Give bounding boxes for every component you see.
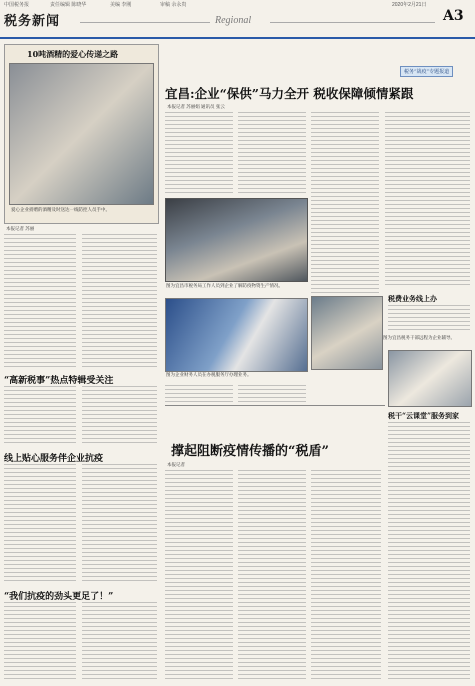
photo-feature-box xyxy=(4,44,159,224)
bottom-byline: 本报记者 xyxy=(167,462,185,467)
editor: 责任编辑 陈晓华 xyxy=(50,2,87,8)
text-column xyxy=(311,470,381,682)
section-title: 税务新闻 xyxy=(4,14,61,29)
special-report-tag: 税务“战疫”专题报道 xyxy=(400,66,453,77)
text-column xyxy=(82,464,157,584)
decor-rule-right xyxy=(270,22,435,23)
photo-feature-title: 10吨酒精的爱心传递之路 xyxy=(27,49,119,59)
text-column xyxy=(388,305,470,333)
text-column xyxy=(238,112,306,194)
main-byline: 本报记者 苏丽娟 通讯员 张云 xyxy=(167,104,225,109)
right-headline-b: 税干“云课堂”服务到家 xyxy=(388,411,460,420)
issue-date: 2020年2月21日 xyxy=(392,2,427,8)
text-column xyxy=(4,602,76,682)
text-column xyxy=(4,386,76,446)
main-photo3-caption: 图为宜昌税务干部远程为企业辅导。 xyxy=(383,335,455,340)
feature-photo-caption: 爱心企业捐赠的酒精及时送达一线防控人员手中。 xyxy=(11,207,110,212)
text-column xyxy=(82,386,157,446)
text-column xyxy=(4,464,76,584)
main-photo-remote xyxy=(311,296,383,370)
text-column xyxy=(238,470,306,682)
section-english: Regional xyxy=(215,15,252,26)
text-column xyxy=(388,422,470,682)
headline-gaoxin: “高新税事”热点特辑受关注 xyxy=(4,376,114,386)
feature-byline: 本报记者 苏丽 xyxy=(6,226,35,231)
text-column xyxy=(82,602,157,682)
designer: 美编 李刚 xyxy=(110,2,132,8)
main-photo-factory xyxy=(165,198,308,282)
text-column xyxy=(238,385,306,403)
right-headline-a: 税费业务线上办 xyxy=(388,294,437,303)
divider xyxy=(165,405,385,406)
right-photo xyxy=(388,350,472,407)
text-column xyxy=(165,385,233,403)
headline-online-service: 线上贴心服务伴企业抗疫 xyxy=(4,454,104,464)
reviewer: 审稿 余永贵 xyxy=(160,2,187,8)
main-photo1-caption: 图为宜昌市税务局工作人员到企业了解防疫物资生产情况。 xyxy=(166,283,283,288)
bottom-headline: 撑起阻断疫情传播的“税盾” xyxy=(171,444,329,459)
main-headline: 宜昌:企业“保供”马力全开 税收保障倾情紧跟 xyxy=(165,86,414,101)
main-photo2-caption: 图为企业财务人员在办税服务厅办理业务。 xyxy=(166,372,252,377)
text-column xyxy=(4,234,76,368)
decor-rule-left xyxy=(80,22,210,23)
feature-photo xyxy=(9,63,154,205)
text-column xyxy=(82,234,157,368)
top-info-line xyxy=(0,0,475,8)
text-column xyxy=(165,470,233,682)
newspaper-name: 中国税务报 xyxy=(4,2,30,8)
page-number: A3 xyxy=(443,8,464,24)
main-photo-tax-hall xyxy=(165,298,308,372)
text-column xyxy=(385,112,470,287)
text-column xyxy=(165,112,233,194)
headline-morale: “我们抗疫的劲头更足了！” xyxy=(4,592,114,602)
